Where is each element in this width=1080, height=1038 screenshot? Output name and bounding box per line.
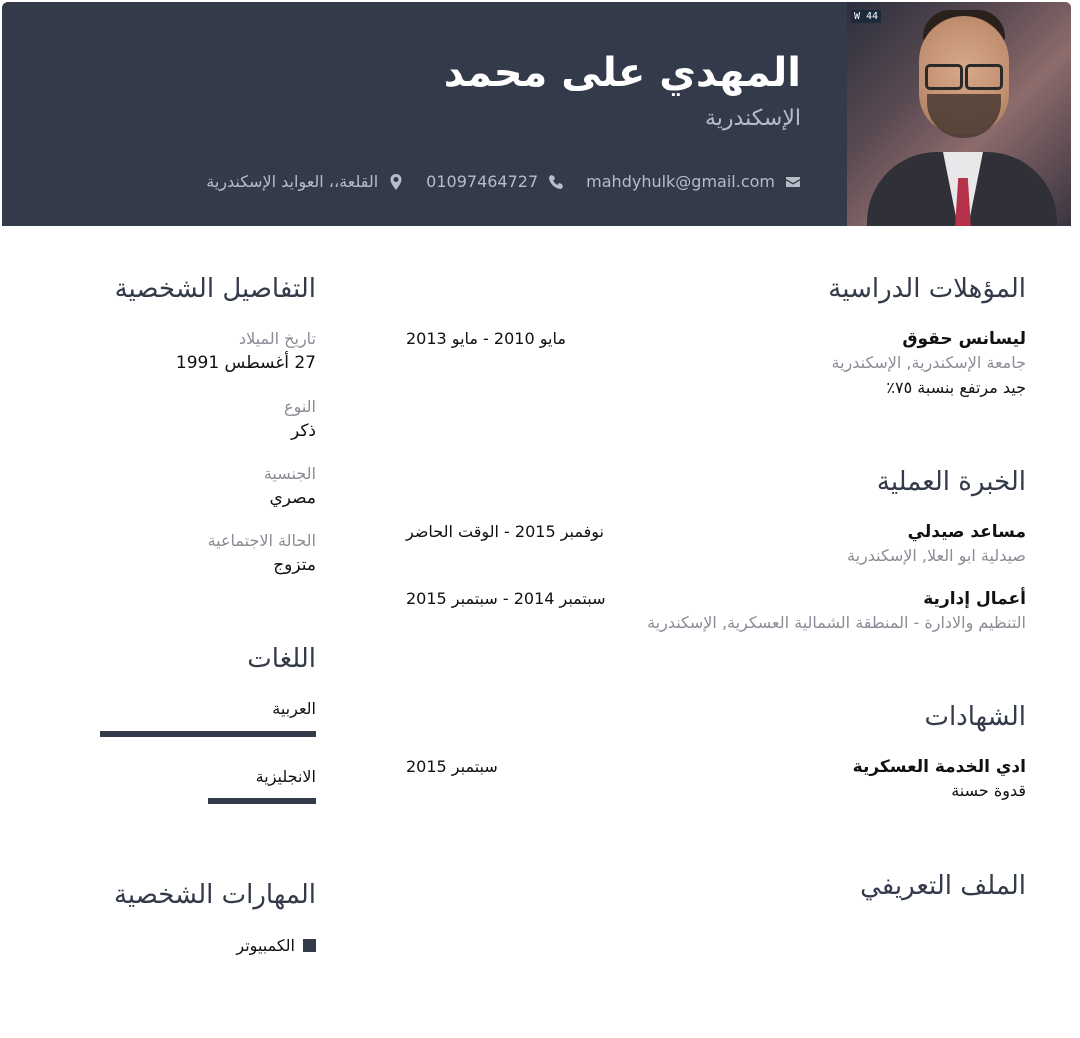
entry-title: ليسانس حقوق — [902, 329, 1026, 349]
experience-title: الخبرة العملية — [876, 467, 1026, 497]
birth-value: 27 أغسطس 1991 — [175, 353, 316, 373]
entry-place: التنظيم والادارة - المنطقة الشمالية العسكرية, الإسكندرية — [647, 613, 1026, 632]
language-level-bar — [100, 798, 316, 804]
language-level-fill — [208, 798, 316, 804]
nationality-value: مصري — [269, 488, 316, 508]
address-contact — [206, 172, 404, 191]
nationality-label: الجنسية — [263, 464, 316, 483]
photo-street-sign: W 44 — [851, 10, 881, 23]
entry-note: جيد مرتفع بنسبة ٧٥٪ — [886, 378, 1026, 397]
email-contact[interactable] — [586, 172, 801, 191]
phone-icon — [548, 174, 564, 190]
birth-label: تاريخ الميلاد — [239, 329, 316, 348]
education-entry — [406, 329, 1026, 401]
personal-title: التفاصيل الشخصية — [114, 274, 316, 304]
language-name: الانجليزية — [255, 767, 316, 786]
profile-photo — [847, 2, 1071, 226]
entry-place: جامعة الإسكندرية, الإسكندرية — [831, 353, 1026, 372]
entry-note: قدوة حسنة — [951, 781, 1026, 800]
entry-dates: نوفمبر 2015 - الوقت الحاضر — [406, 522, 604, 541]
entry-title: أعمال إدارية — [923, 589, 1026, 609]
skill-item — [236, 936, 316, 955]
gender-value: ذكر — [290, 421, 316, 441]
phone-contact[interactable] — [426, 172, 564, 191]
language-level-bar — [100, 731, 316, 737]
gender-label: النوع — [284, 397, 316, 416]
square-bullet-icon — [303, 939, 316, 952]
language-name: العربية — [272, 699, 316, 718]
full-name: المهدي على محمد — [443, 50, 801, 96]
certificate-entry — [406, 757, 1026, 805]
address-text: القلعة،، العوايد الإسكندرية — [206, 172, 379, 191]
language-level-fill — [100, 731, 316, 737]
marital-value: متزوج — [273, 555, 316, 575]
entry-title: ادي الخدمة العسكرية — [852, 757, 1026, 777]
phone-text[interactable]: 01097464727 — [426, 172, 539, 191]
entry-place: صيدلية ابو العلا, الإسكندرية — [847, 546, 1026, 565]
entry-title: مساعد صيدلي — [907, 522, 1026, 542]
education-title: المؤهلات الدراسية — [828, 274, 1026, 304]
skills-title: المهارات الشخصية — [113, 880, 316, 910]
envelope-icon — [785, 174, 801, 190]
email-text[interactable]: mahdyhulk@gmail.com — [586, 172, 775, 191]
entry-dates: مايو 2010 - مايو 2013 — [406, 329, 566, 348]
cv-header — [2, 2, 1071, 226]
profile-title: الملف التعريفي — [860, 871, 1026, 901]
entry-dates: سبتمبر 2015 — [406, 757, 498, 776]
experience-entry — [406, 522, 1026, 570]
experience-entry — [406, 589, 1026, 637]
marital-label: الحالة الاجتماعية — [207, 531, 316, 550]
skill-label: الكمبيوتر — [236, 936, 295, 955]
certificates-title: الشهادات — [924, 702, 1026, 732]
map-marker-icon — [388, 174, 404, 190]
city: الإسكندرية — [705, 106, 801, 131]
languages-title: اللغات — [247, 644, 316, 674]
contact-row — [206, 172, 801, 191]
entry-dates: سبتمبر 2014 - سبتمبر 2015 — [406, 589, 606, 608]
